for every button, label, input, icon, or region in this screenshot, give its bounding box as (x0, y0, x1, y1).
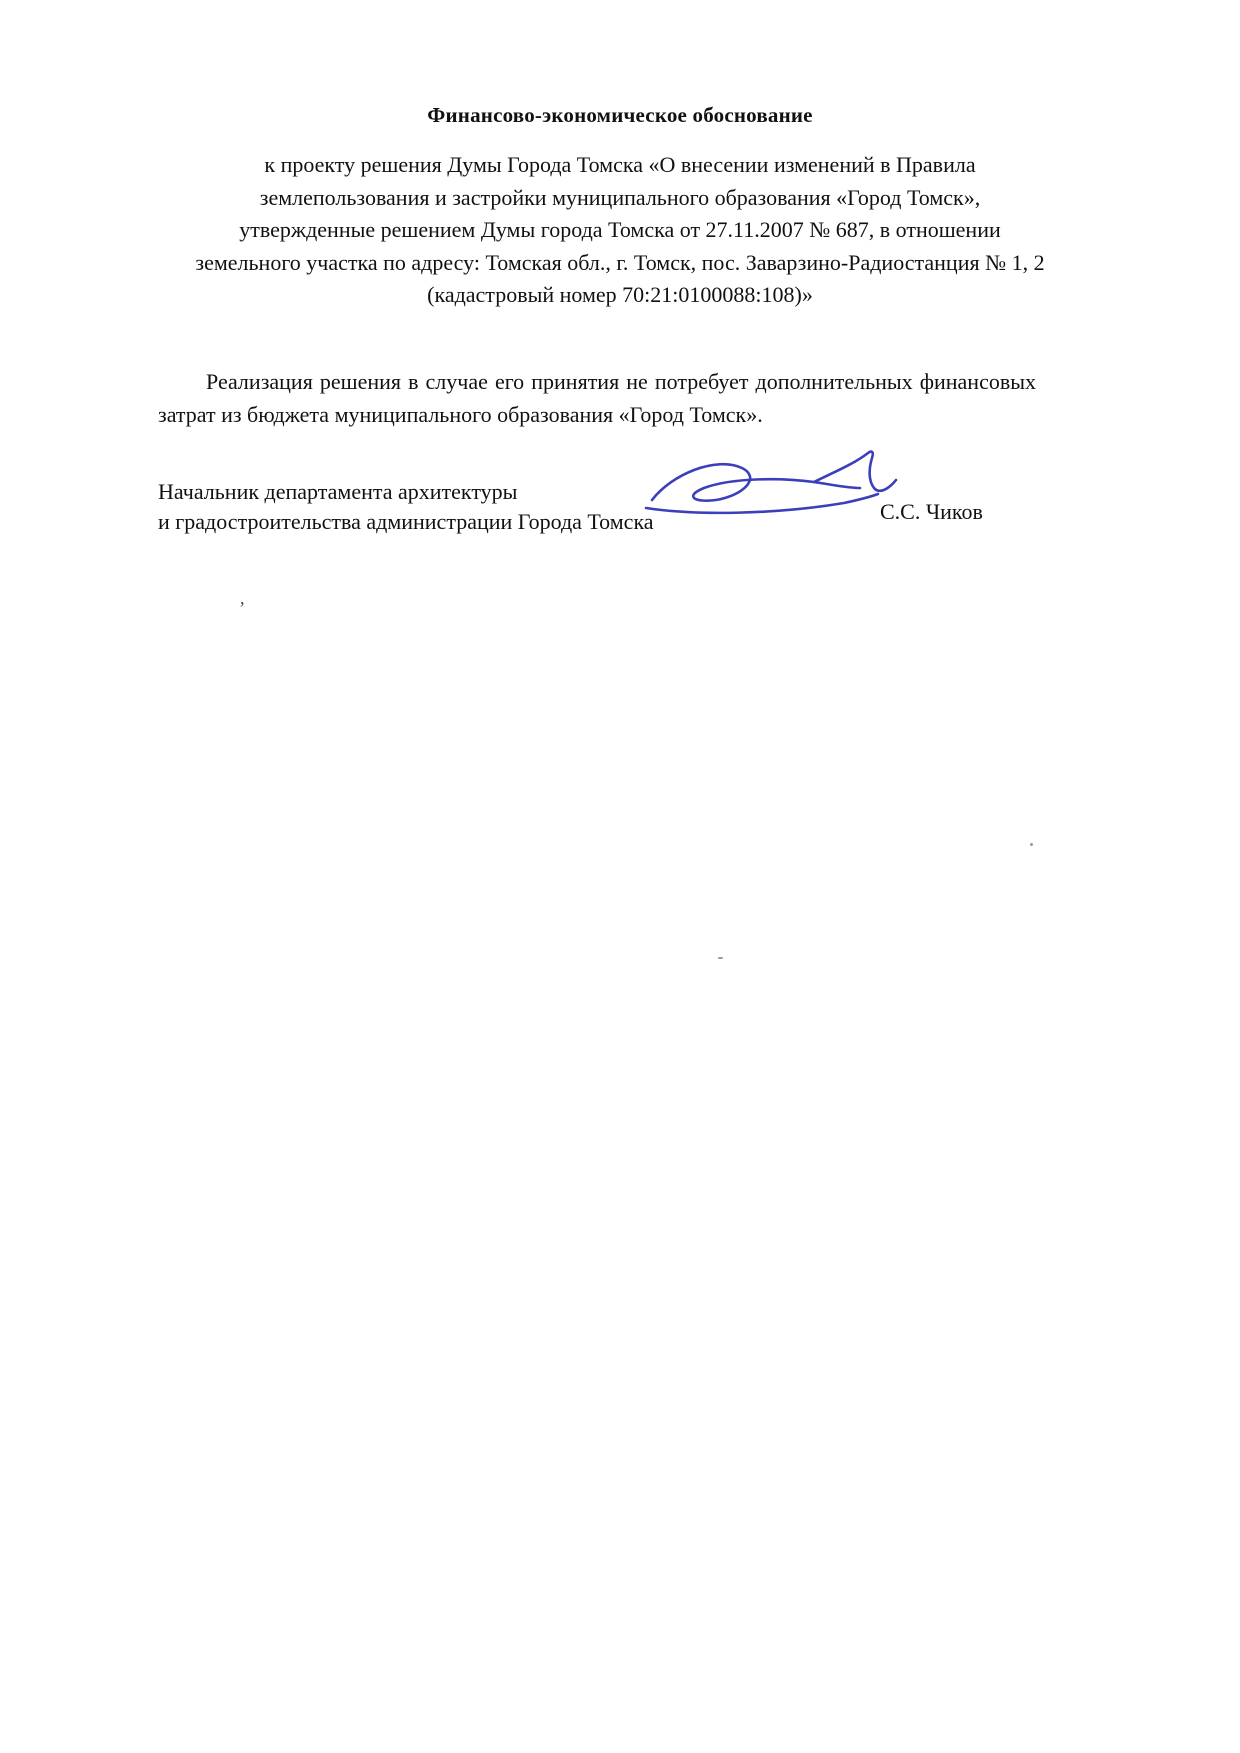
document-subtitle (110, 149, 1130, 312)
signature-position-title (158, 477, 654, 537)
subtitle-line: землепользования и застройки муниципального образования «Город Томск», (259, 184, 981, 210)
subtitle-line: земельного участка по адресу: Томская обл., г. Томск, пос. Заварзино-Радиостанция № 1, 2 (195, 249, 1045, 275)
signature-position-line: и градостроительства администрации Города Томска (158, 509, 654, 534)
handwritten-signature-icon (638, 448, 908, 530)
subtitle-line: к проекту решения Думы Города Томска «О внесении изменений в Правила (264, 152, 976, 177)
signature-position-line: Начальник департамента архитектуры (158, 479, 518, 504)
subtitle-line: (кадастровый номер 70:21:0100088:108)» (427, 282, 813, 307)
scan-speck (718, 957, 723, 959)
body-paragraph: Реализация решения в случае его принятия не потребует дополнительных финансовых затрат из бюджета муниципального образования «Город Томск». (158, 369, 1036, 427)
scan-artifact-mark: , (240, 588, 245, 608)
document-title: Финансово-экономическое обоснование (427, 103, 813, 127)
scan-speck (1030, 843, 1033, 846)
subtitle-line: утвержденные решением Думы города Томска от 27.11.2007 № 687, в отношении (239, 217, 1001, 242)
signature-name: С.С. Чиков (880, 499, 983, 524)
